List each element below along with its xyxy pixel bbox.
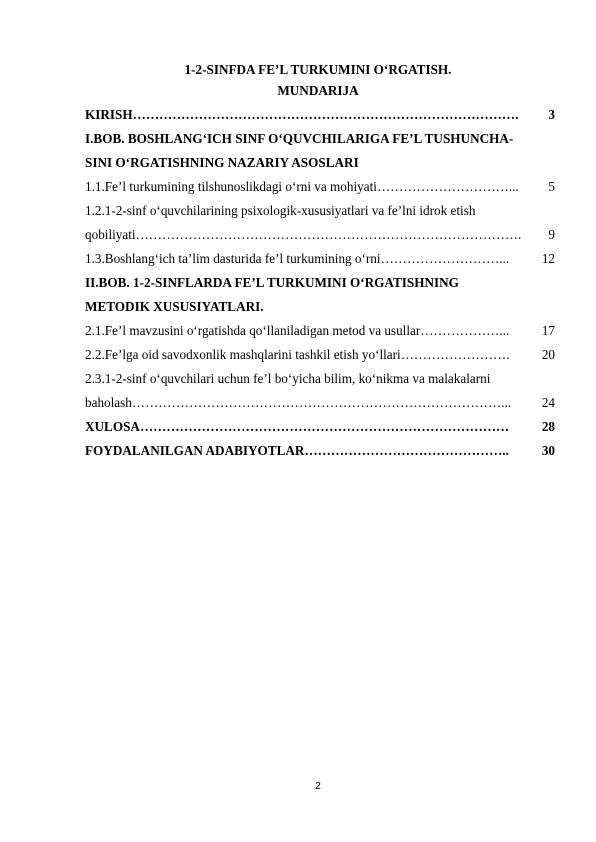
toc-leader-dots: …………………………... [376,179,519,194]
toc-leader-dots: ……………………………………………………………………………. [132,107,519,122]
toc-page-number: 28 [541,419,555,434]
toc-leader-dots: ……………………………………….. [304,443,509,458]
toc-entry-text: XULOSA [85,419,140,434]
toc-entry-text: 1.1.Fe’l turkumining tilshunoslikdagi o‘rni va mohiyati [85,179,377,194]
toc-entry-1-3[interactable] [85,251,555,267]
toc-entry-2-2[interactable] [85,347,555,363]
toc-chapter-1-line-1[interactable]: I.BOB. BOSHLANG‘ICH SINF O‘QUVCHILARIGA FE’L TUSHUNCHA- [85,131,514,146]
toc-page-number: 12 [541,251,555,266]
toc-chapter-1-line-2[interactable]: SINI O‘RGATISHNING NAZARIY ASOSLARI [85,155,359,170]
toc-leader-dots: ………………………... [380,251,510,266]
toc-entry-2-3-line-1[interactable]: 2.3.1-2-sinf o‘quvchilari uchun fe’l bo‘yicha bilim, ko‘nikma va malakalarni [85,371,491,386]
toc-leader-dots: ……………………………………………………………………………. [135,227,522,242]
toc-entry-text: baholash [85,395,132,410]
toc-entry-1-2-line-1[interactable]: 1.2.1-2-sinf o‘quvchilarining psixologik-xususiyatlari va fe’lni idrok etish [85,203,476,218]
toc-page-number: 3 [548,107,555,122]
toc-entry-2-1[interactable] [85,323,555,339]
toc-entry-1-2-line-2[interactable] [85,227,555,243]
toc-entry-text: qobiliyati [85,227,136,242]
toc-entry-text: FOYDALANILGAN ADABIYOTLAR [85,443,305,458]
toc-chapter-2-line-1[interactable]: II.BOB. 1-2-SINFLARDA FE’L TURKUMINI O‘RGATISHNING [85,275,459,290]
toc-entry-2-3-line-2[interactable] [85,395,555,411]
toc-entry-text: 2.1.Fe’l mavzusini o‘rgatishda qo‘llaniladigan metod va usullar [85,323,421,338]
document-title: 1-2-SINFDA FE’L TURKUMINI O‘RGATISH. [184,62,452,77]
toc-entry-1-1[interactable] [85,179,555,195]
toc-entry-text: 1.3.Boshlang‘ich ta’lim dasturida fe’l turkumining o‘rni [85,251,381,266]
toc-page-number: 20 [541,347,555,362]
toc-page-number: 24 [541,395,555,410]
toc-entry-text: KIRISH [85,107,133,122]
toc-leader-dots: ………………... [420,323,510,338]
toc-leader-dots: ………………………………………………………………………… [139,419,510,434]
toc-entry-adabiyotlar[interactable] [85,443,555,459]
toc-page-number: 9 [548,227,555,242]
toc-chapter-2-line-2[interactable]: METODIK XUSUSIYATLARI. [85,299,264,314]
toc-entry-text: 2.2.Fe’lga oid savodxonlik mashqlarini tashkil etish yo‘llari [85,347,401,362]
toc-page-number: 17 [541,323,555,338]
toc-heading: MUNDARIJA [277,83,359,98]
toc-leader-dots: …………………………………………………………………………... [131,395,512,410]
toc-leader-dots: ……………………. [400,347,510,362]
toc-entry-xulosa[interactable] [85,419,555,435]
toc-page-number: 5 [548,179,555,194]
page-number: 2 [315,781,321,792]
toc-page-number: 30 [541,443,555,458]
toc-entry-kirish[interactable] [85,107,555,123]
